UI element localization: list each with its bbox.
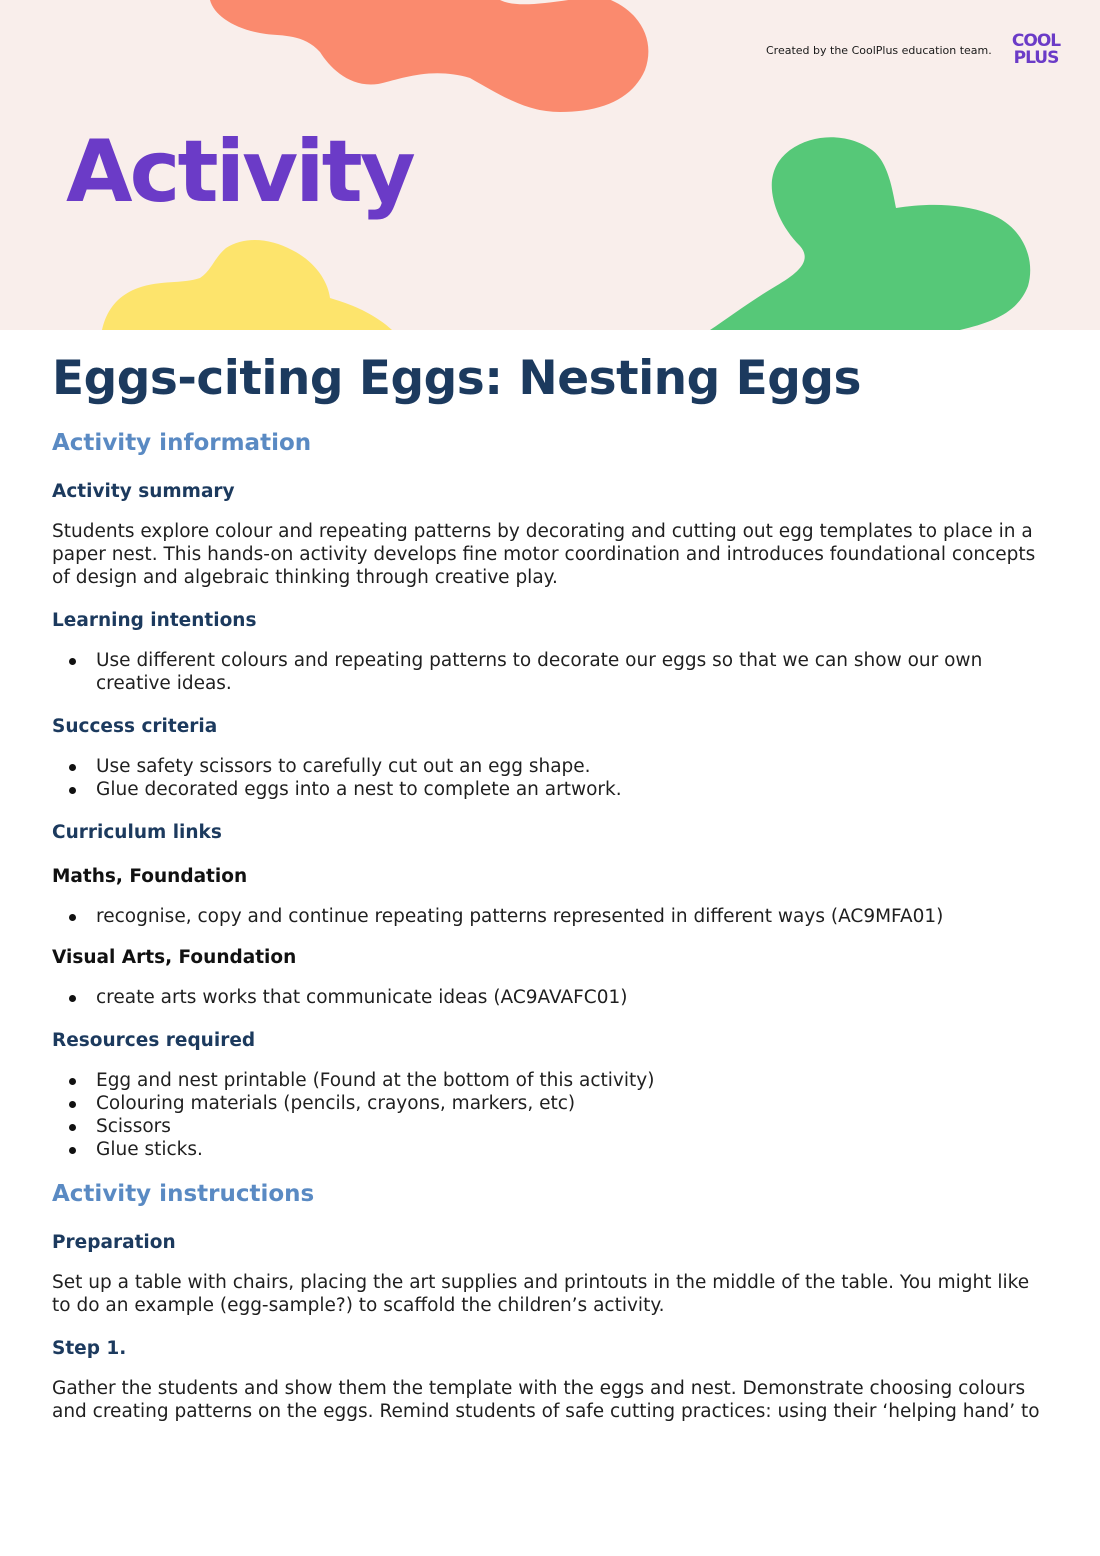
activity-information-heading: Activity information xyxy=(52,430,312,456)
resources-heading: Resources required xyxy=(52,1030,256,1051)
logo-line-1: COOL xyxy=(1011,31,1061,51)
summary-heading: Activity summary xyxy=(52,481,235,502)
credit-text: Created by the CoolPlus education team. xyxy=(766,44,992,57)
success-criteria-list xyxy=(52,755,1052,801)
list-item: create arts works that communicate ideas (AC9AVAFC01) xyxy=(52,986,1052,1009)
list-item: Colouring materials (pencils, crayons, markers, etc) xyxy=(52,1092,1052,1115)
step-1-heading: Step 1. xyxy=(52,1338,127,1359)
yellow-blob xyxy=(102,240,392,330)
maths-list xyxy=(52,905,1052,928)
visual-arts-list xyxy=(52,986,1052,1009)
visual-arts-heading: Visual Arts, Foundation xyxy=(52,947,297,968)
learning-intentions-list xyxy=(52,649,1052,695)
list-item: Use safety scissors to carefully cut out an egg shape. xyxy=(52,755,1052,778)
list-item: Use different colours and repeating patterns to decorate our eggs so that we can show our own creative ideas. xyxy=(52,649,1052,695)
success-criteria-heading: Success criteria xyxy=(52,716,218,737)
list-item: Glue decorated eggs into a nest to complete an artwork. xyxy=(52,778,1052,801)
orange-blob xyxy=(210,0,648,112)
document-body xyxy=(52,348,1052,1423)
list-item: Scissors xyxy=(52,1115,1052,1138)
list-item: Glue sticks. xyxy=(52,1138,1052,1161)
step-1-text: Gather the students and show them the template with the eggs and nest. Demonstrate choosing colours and creating patterns on the eggs. Remind students of safe cutting practices: using their ‘helping hand’ to xyxy=(52,1378,1040,1422)
activity-instructions-heading: Activity instructions xyxy=(52,1181,315,1207)
preparation-text: Set up a table with chairs, placing the art supplies and printouts in the middle of the table. You might like to do an example (egg-sample?) to scaffold the children’s activity. xyxy=(52,1272,1030,1316)
preparation-heading: Preparation xyxy=(52,1232,176,1253)
page-title: Eggs-citing Eggs: Nesting Eggs xyxy=(52,351,862,406)
list-item: recognise, copy and continue repeating patterns represented in different ways (AC9MFA01) xyxy=(52,905,1052,928)
curriculum-links-heading: Curriculum links xyxy=(52,822,222,843)
summary-text: Students explore colour and repeating patterns by decorating and cutting out egg templates to place in a paper nest. This hands-on activity develops fine motor coordination and introduces foundational concepts of design and algebraic thinking through creative play. xyxy=(52,521,1036,588)
list-item: Egg and nest printable (Found at the bottom of this activity) xyxy=(52,1069,1052,1092)
maths-heading: Maths, Foundation xyxy=(52,866,248,887)
logo-line-2: PLUS xyxy=(1013,48,1059,68)
learning-intentions-heading: Learning intentions xyxy=(52,610,257,631)
resources-list xyxy=(52,1069,1052,1161)
coolplus-logo xyxy=(1004,33,1068,67)
green-blob xyxy=(710,137,1030,330)
header-banner xyxy=(0,0,1100,330)
banner-title: Activity xyxy=(66,122,413,222)
